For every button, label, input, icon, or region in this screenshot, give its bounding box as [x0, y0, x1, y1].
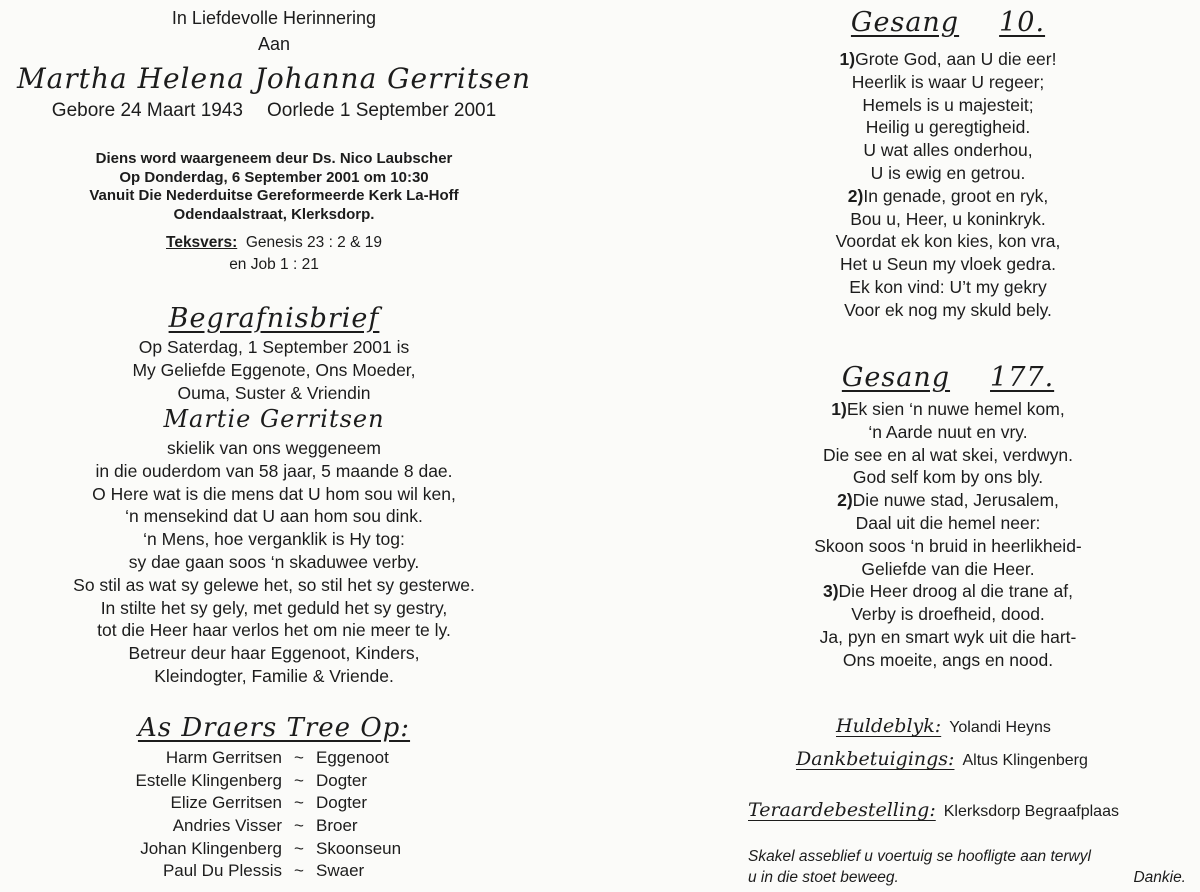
- hymn-line: [696, 253, 1200, 276]
- hymn-line: [696, 421, 1200, 444]
- born-date: Gebore 24 Maart 1943: [51, 100, 243, 121]
- bearer-name: Harm Gerritsen: [165, 748, 282, 767]
- bearers-list: [60, 747, 500, 883]
- verse-text: Die nuwe stad, Jerusalem,: [852, 490, 1059, 511]
- hymn-1-verses: [696, 48, 1200, 322]
- service-line: Diens word waargeneem deur Ds. Nico Laubscher: [95, 150, 453, 167]
- burial-value: Klerksdorp Begraafplaas: [943, 803, 1119, 820]
- service-line: Op Donderdag, 6 September 2001 om 10:30: [119, 168, 429, 186]
- notice-line-2: u in die stoet beweeg.: [748, 869, 899, 886]
- bearer-separator: ~: [294, 770, 304, 790]
- service-line: Vanuit Die Nederduitse Gereformeerde Kerk La-Hoff: [89, 187, 459, 204]
- notice-line-1: Skakel asseblief u voertuig se hoofligte aan terwyl: [748, 848, 1091, 865]
- verse-text: Die Heer droog al die trane af,: [838, 581, 1073, 602]
- letter-line: Kleindogter, Familie & Vriende.: [154, 665, 394, 686]
- hymn-line: [696, 185, 1200, 208]
- verse-text: Voor ek nog my skuld bely.: [844, 299, 1052, 320]
- verse-number: 2): [837, 490, 853, 511]
- letter-line: Op Saterdag, 1 September 2001 is: [138, 337, 410, 357]
- verse-text: Ja, pyn en smart wyk uit die hart-: [819, 626, 1077, 647]
- hymn-line: [696, 626, 1200, 649]
- verse-text: ‘n Aarde nuut en vry.: [868, 421, 1028, 442]
- letter-line: Ouma, Suster & Vriendin: [177, 382, 371, 403]
- bearer-name: Johan Klingenberg: [140, 838, 282, 858]
- hymn-2-number: 177.: [990, 362, 1055, 393]
- bearer-role: Dogter: [316, 770, 368, 790]
- hymn-line: [696, 558, 1200, 581]
- text-verse: [0, 233, 548, 252]
- verse-number: 1): [831, 399, 847, 419]
- deceased-full-name: Martha Helena Johanna Gerritsen: [16, 62, 532, 95]
- verse-text: Verby is droefheid, dood.: [851, 604, 1045, 625]
- hymn-line: [696, 466, 1200, 489]
- verse-text: In genade, groot en ryk,: [863, 185, 1049, 206]
- verse-number: 2): [847, 185, 864, 206]
- bearer-separator: ~: [294, 793, 304, 813]
- thanks-value: Altus Klingenberg: [962, 752, 1088, 769]
- letter-line: In stilte het sy gely, met geduld het sy gestry,: [100, 597, 448, 618]
- hymn-line: [696, 94, 1200, 117]
- hymn-2-title: Gesang: [841, 362, 951, 393]
- text-verse-ref-1: Genesis 23 : 2 & 19: [245, 234, 382, 251]
- bearer-separator: ~: [294, 838, 304, 858]
- verse-text: Daal uit die hemel neer:: [855, 512, 1041, 533]
- hymn-line: [696, 444, 1200, 467]
- bearer-role: Dogter: [316, 793, 368, 813]
- bearer-row: [60, 860, 500, 883]
- burial-credit: [748, 799, 1119, 821]
- service-details: [0, 150, 548, 224]
- letter-line: ‘n mensekind dat U aan hom sou dink.: [125, 506, 423, 527]
- hymn-line: [696, 489, 1200, 512]
- verse-text: U is ewig en getrou.: [870, 162, 1026, 183]
- bearers-heading: As Draers Tree Op:: [137, 713, 411, 743]
- letter-line: sy dae gaan soos ‘n skaduwee verby.: [128, 551, 420, 572]
- verse-number: 1): [839, 49, 856, 69]
- hymn-1-heading: [696, 6, 1200, 40]
- hymn-line: [696, 208, 1200, 231]
- letter-line: So stil as wat sy gelewe het, so stil het sy gesterwe.: [73, 574, 475, 595]
- hymn-line: [696, 512, 1200, 535]
- hymn-line: [696, 276, 1200, 299]
- bearer-name: Paul Du Plessis: [162, 861, 282, 881]
- bearer-separator: ~: [294, 816, 304, 836]
- hymn-line: [696, 230, 1200, 253]
- verse-text: Bou u, Heer, u koninkryk.: [850, 208, 1046, 229]
- bearer-separator: ~: [294, 748, 304, 767]
- hymn-line: [696, 580, 1200, 603]
- verse-text: Ek sien ‘n nuwe hemel kom,: [846, 399, 1065, 419]
- verse-number: 3): [822, 581, 839, 602]
- verse-text: Heerlik is waar U regeer;: [851, 71, 1045, 92]
- letter-line: skielik van ons weggeneem: [166, 438, 381, 458]
- hymn-line: [696, 116, 1200, 139]
- hymn-1-title: Gesang: [850, 7, 960, 38]
- hymn-line: [696, 535, 1200, 558]
- hymn-2-heading: [696, 361, 1200, 395]
- tribute-value: Yolandi Heyns: [949, 719, 1051, 736]
- verse-text: Grote God, aan U die eer!: [855, 49, 1057, 69]
- bearer-row: [60, 747, 500, 770]
- letter-line: in die ouderdom van 58 jaar, 5 maande 8 dae.: [95, 460, 453, 481]
- life-dates: [0, 99, 548, 123]
- hymn-line: [696, 398, 1200, 421]
- verse-text: Skoon soos ‘n bruid in heerlikheid-: [814, 535, 1082, 556]
- thanks-label: Dankbetuigings:: [796, 748, 955, 770]
- bearer-role: Eggenoot: [316, 748, 389, 767]
- memory-line-1: In Liefdevolle Herinnering: [171, 8, 377, 28]
- thanks-credit: [796, 748, 1088, 770]
- verse-text: Hemels is u majesteit;: [862, 94, 1034, 115]
- bearer-name: Andries Visser: [172, 816, 282, 836]
- letter-line: My Geliefde Eggenote, Ons Moeder,: [132, 359, 416, 380]
- burial-label: Teraardebestelling:: [748, 799, 936, 821]
- verse-text: Ons moeite, angs en nood.: [842, 649, 1054, 670]
- deceased-short-name: Martie Gerritsen: [163, 405, 385, 433]
- verse-text: Voordat ek kon kies, kon vra,: [835, 231, 1061, 252]
- hymn-line: [696, 48, 1200, 71]
- verse-text: Heilig u geregtigheid.: [865, 117, 1031, 138]
- notice-line-2-row: [748, 867, 1186, 888]
- service-line: Odendaalstraat, Klerksdorp.: [173, 205, 375, 223]
- bearer-role: Swaer: [316, 861, 365, 881]
- letter-line: tot die Heer haar verlos het om nie meer te ly.: [97, 620, 451, 641]
- hymn-1-number: 10.: [999, 7, 1046, 38]
- letter-heading: Begrafnisbrief: [168, 303, 380, 334]
- letter-line: Betreur deur haar Eggenoot, Kinders,: [128, 643, 420, 664]
- letter-body: [0, 437, 548, 688]
- bearer-name: Elize Gerritsen: [170, 793, 282, 813]
- bearer-role: Broer: [316, 816, 358, 836]
- memory-line-2: Aan: [257, 34, 291, 54]
- tribute-credit: [836, 715, 1051, 737]
- bearer-separator: ~: [294, 861, 304, 881]
- tribute-label: Huldeblyk:: [836, 715, 942, 737]
- bearer-role: Skoonseun: [316, 838, 402, 858]
- bearer-row: [60, 838, 500, 861]
- verse-text: Geliefde van die Heer.: [861, 558, 1035, 579]
- text-verse-label: Teksvers:: [166, 234, 238, 251]
- bearer-name: Estelle Klingenberg: [135, 770, 282, 790]
- hymn-2-verses: [696, 398, 1200, 672]
- verse-text: U wat alles onderhou,: [863, 140, 1033, 161]
- hymn-line: [696, 649, 1200, 672]
- verse-text: Die see en al wat skei, verdwyn.: [823, 444, 1073, 465]
- verse-text: God self kom by ons bly.: [852, 467, 1044, 488]
- hymn-line: [696, 71, 1200, 94]
- bearer-row: [60, 792, 500, 815]
- text-verse-ref-2: en Job 1 : 21: [229, 256, 319, 273]
- hymn-line: [696, 299, 1200, 322]
- bearer-row: [60, 815, 500, 838]
- died-date: Oorlede 1 September 2001: [266, 100, 497, 121]
- letter-line: O Here wat is die mens dat U hom sou wil ken,: [92, 483, 456, 504]
- procession-notice: [748, 846, 1186, 888]
- hymn-line: [696, 162, 1200, 185]
- bearer-row: [60, 770, 500, 793]
- hymn-line: [696, 603, 1200, 626]
- hymn-line: [696, 139, 1200, 162]
- notice-thanks: Dankie.: [1133, 869, 1186, 886]
- verse-text: Ek kon vind: U’t my gekry: [849, 276, 1047, 297]
- letter-intro: [0, 336, 548, 404]
- letter-line: ‘n Mens, hoe verganklik is Hy tog:: [143, 529, 405, 550]
- verse-text: Het u Seun my vloek gedra.: [840, 254, 1056, 275]
